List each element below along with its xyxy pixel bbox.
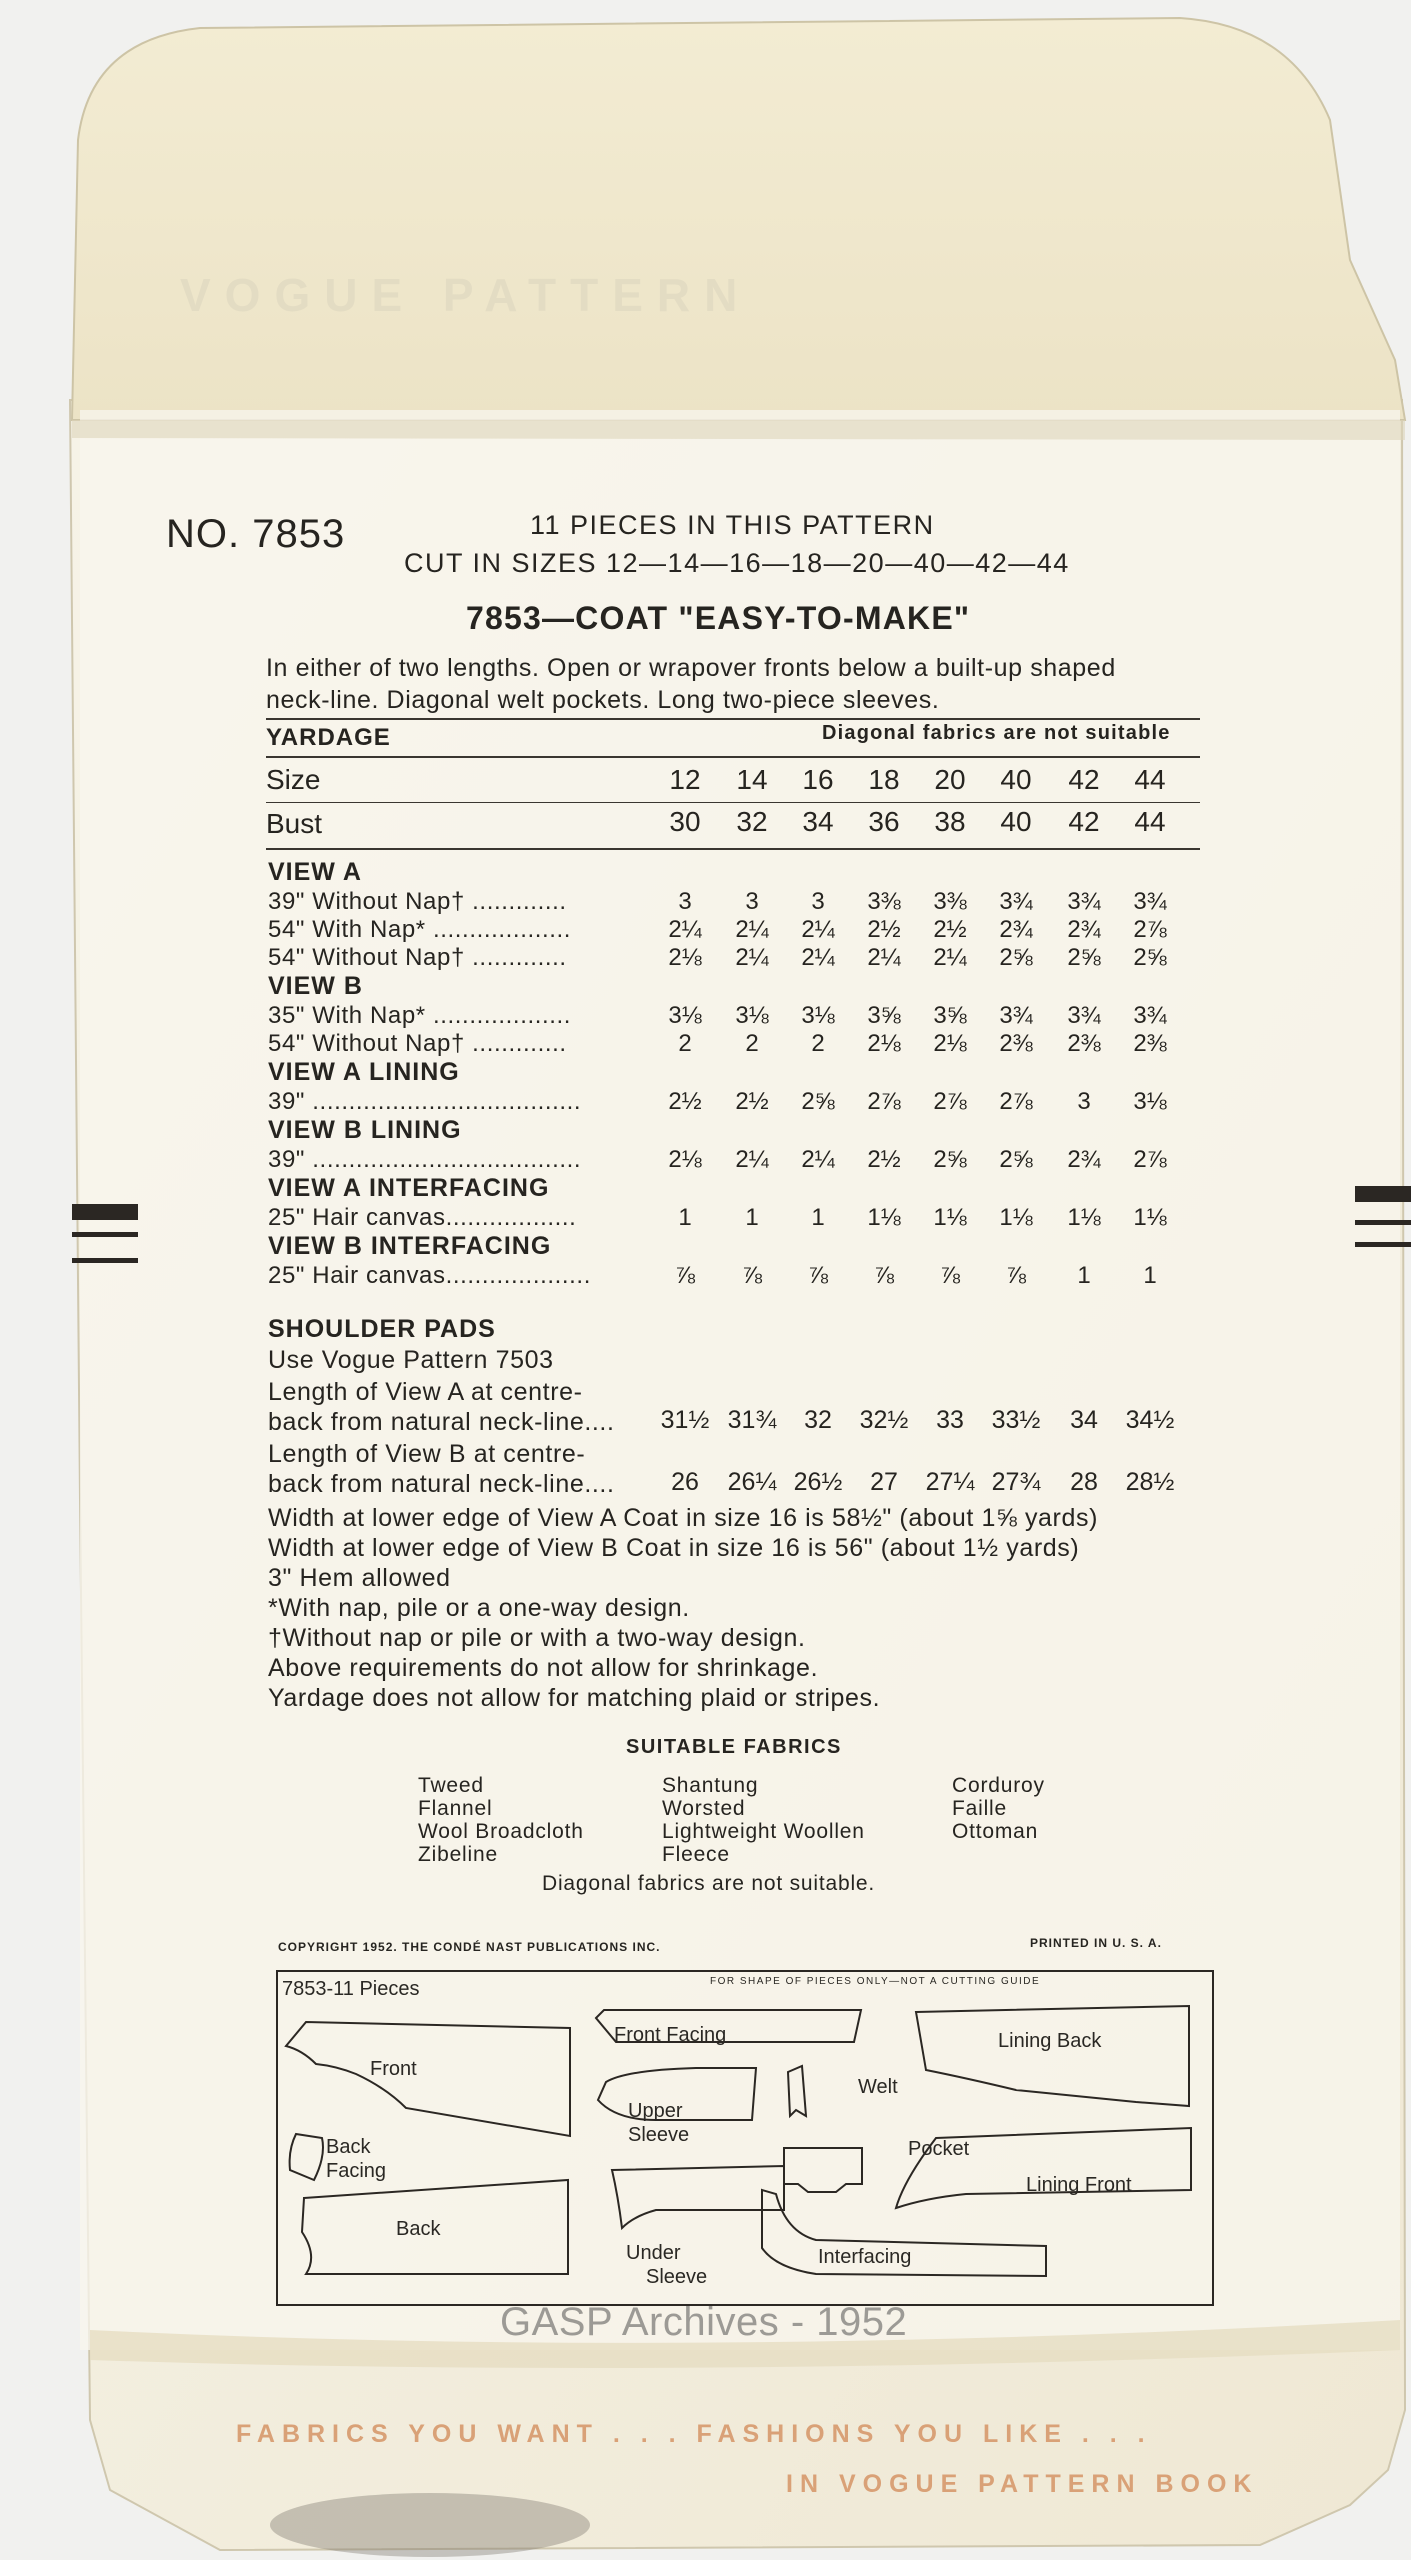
front-piece-shape	[286, 2022, 570, 2136]
bust-row-label: Bust	[266, 808, 323, 839]
note-plaid: Yardage does not allow for matching plaid or stripes.	[268, 1684, 881, 1712]
back-facing-shape	[290, 2134, 323, 2180]
table-cell: 2⅝	[933, 1146, 967, 1173]
fabrics-column-3	[952, 1774, 1045, 1843]
table-cell: 3⅜	[867, 888, 901, 915]
table-cell: 3¾	[1067, 1002, 1101, 1029]
welt-shape	[788, 2066, 806, 2116]
right-marker-line	[1355, 1242, 1411, 1247]
table-cell: ⅞	[741, 1262, 762, 1289]
table-cell: 33½	[991, 1406, 1041, 1434]
row-label: 39" .....................................	[268, 1088, 582, 1115]
note-width-a: Width at lower edge of View A Coat in size 16 is 58½" (about 1⅝ yards)	[268, 1504, 1099, 1532]
pieces-diagram-drawing	[276, 1970, 1214, 2306]
fabric-name: Wool Broadcloth	[418, 1820, 584, 1843]
row-label: 39" Without Nap† .............	[268, 888, 567, 915]
table-cell: 2¼	[867, 944, 901, 971]
size-row-label: Size	[266, 764, 321, 795]
fabric-name: Tweed	[418, 1774, 484, 1797]
pocket-label: Pocket	[908, 2138, 970, 2160]
row-label: 54" Without Nap† .............	[268, 944, 567, 971]
row-label: 25" Hair canvas....................	[268, 1262, 591, 1289]
pattern-number: NO. 7853	[166, 512, 346, 556]
right-marker-line	[1355, 1220, 1411, 1225]
table-cell: 42	[1068, 806, 1100, 837]
table-cell: 32	[804, 1406, 832, 1434]
table-cell: 2¼	[735, 916, 769, 943]
table-cell: 3⅛	[801, 1002, 835, 1029]
table-cell: 32	[736, 806, 768, 837]
shoulder-pads-heading: SHOULDER PADS	[268, 1315, 496, 1343]
table-cell: 2¾	[999, 916, 1033, 943]
table-cell: 3⅝	[933, 1002, 967, 1029]
back-facing-label: Back	[326, 2136, 371, 2158]
table-cell: 32½	[859, 1406, 909, 1434]
yardage-note: Diagonal fabrics are not suitable	[822, 722, 1171, 744]
table-cell: 2⅜	[1067, 1030, 1101, 1057]
lining-back-label: Lining Back	[998, 2030, 1102, 2052]
table-cell: 44	[1134, 806, 1166, 837]
pocket-shape	[784, 2148, 862, 2192]
table-cell: 3⅛	[1133, 1088, 1167, 1115]
under-sleeve-label: Under	[626, 2242, 681, 2264]
table-cell: 1⅛	[1133, 1204, 1167, 1231]
table-cell: ⅞	[807, 1262, 828, 1289]
table-cell: 27	[870, 1468, 898, 1496]
table-cell: 2¾	[1067, 1146, 1101, 1173]
description-line-1: In either of two lengths. Open or wrapover fronts below a built-up shaped	[266, 654, 1116, 682]
table-cell: 36	[868, 806, 900, 837]
yardage-heading: YARDAGE	[266, 724, 391, 751]
table-cell: 3⅛	[668, 1002, 702, 1029]
table-cell: 2⅝	[999, 1146, 1033, 1173]
table-cell: 3¾	[1133, 1002, 1167, 1029]
table-cell: 2½	[735, 1088, 769, 1115]
table-cell: 16	[802, 764, 834, 795]
table-cell: 2⅝	[1067, 944, 1101, 971]
table-cell: 3	[1077, 1088, 1091, 1115]
table-cell: 30	[669, 806, 701, 837]
table-cell: 2⅞	[933, 1088, 967, 1115]
table-cell: 3¾	[1067, 888, 1101, 915]
table-cell: 2⅝	[999, 944, 1033, 971]
length-a-line-2: back from natural neck-line....	[268, 1408, 615, 1436]
length-b-line-2: back from natural neck-line....	[268, 1470, 615, 1498]
note-without-nap: †Without nap or pile or with a two-way design.	[268, 1624, 806, 1652]
row-label: 35" With Nap* ...................	[268, 1002, 572, 1029]
copyright-line: COPYRIGHT 1952. THE CONDÉ NAST PUBLICATIONS INC.	[278, 1940, 661, 1954]
section-heading: VIEW B LINING	[268, 1116, 462, 1144]
note-width-b: Width at lower edge of View B Coat in size 16 is 56" (about 1½ yards)	[268, 1534, 1080, 1562]
left-marker-line	[72, 1232, 138, 1237]
fabrics-heading: SUITABLE FABRICS	[626, 1736, 842, 1758]
table-cell: 34	[1070, 1406, 1098, 1434]
under-sleeve-shape	[612, 2166, 784, 2228]
under-sleeve-label-2: Sleeve	[646, 2266, 708, 2288]
table-cell: 26½	[793, 1468, 843, 1496]
section-heading: VIEW B	[268, 972, 363, 1000]
front-facing-label: Front Facing	[614, 2024, 727, 2046]
lining-back-shape	[916, 2006, 1189, 2106]
fabric-name: Lightweight Woollen	[662, 1820, 865, 1843]
table-cell: 27¾	[991, 1468, 1041, 1496]
upper-sleeve-label: Upper	[628, 2100, 683, 2122]
table-cell: 38	[934, 806, 966, 837]
table-cell: 40	[1000, 806, 1032, 837]
table-cell: 1⅛	[867, 1204, 901, 1231]
printed-in: PRINTED IN U. S. A.	[1030, 1936, 1162, 1950]
table-cell: 34½	[1125, 1406, 1175, 1434]
table-cell: 3⅝	[867, 1002, 901, 1029]
table-cell: 2¼	[668, 916, 702, 943]
fabric-name: Flannel	[418, 1797, 493, 1820]
front-label: Front	[370, 2058, 417, 2080]
right-marker-thick	[1355, 1186, 1411, 1202]
table-cell: 2⅛	[933, 1030, 967, 1057]
table-cell: 28	[1070, 1468, 1098, 1496]
table-cell: 28½	[1125, 1468, 1175, 1496]
table-cell: 2¼	[735, 944, 769, 971]
note-with-nap: *With nap, pile or a one-way design.	[268, 1594, 690, 1622]
table-cell: 2⅞	[1133, 916, 1167, 943]
fabric-name: Faille	[952, 1797, 1007, 1820]
table-cell: 3	[811, 888, 825, 915]
table-cell: 1⅛	[1067, 1204, 1101, 1231]
table-cell: 1	[678, 1204, 692, 1231]
footer-line-2: IN VOGUE PATTERN BOOK	[786, 2470, 1259, 2498]
back-label: Back	[396, 2218, 441, 2240]
section-heading: VIEW A	[268, 858, 362, 886]
table-cell: 40	[1000, 764, 1032, 795]
envelope-flap	[72, 18, 1405, 420]
table-cell: 3¾	[1133, 888, 1167, 915]
table-cell: 1	[745, 1204, 759, 1231]
table-cell: 31¾	[727, 1406, 777, 1434]
row-label: 54" Without Nap† .............	[268, 1030, 567, 1057]
section-heading: VIEW A INTERFACING	[268, 1174, 550, 1202]
table-cell: 2⅛	[668, 1146, 702, 1173]
table-cell: ⅞	[674, 1262, 695, 1289]
table-rule	[266, 756, 1200, 758]
table-cell: 27¼	[925, 1468, 975, 1496]
fabric-name: Corduroy	[952, 1774, 1045, 1797]
row-label: 54" With Nap* ...................	[268, 916, 572, 943]
table-cell: 42	[1068, 764, 1100, 795]
table-cell: 2¼	[801, 916, 835, 943]
diagram-title: 7853-11 Pieces	[282, 1978, 420, 2000]
table-cell: 1⅛	[999, 1204, 1033, 1231]
table-cell: 34	[802, 806, 834, 837]
table-cell: 3¾	[999, 888, 1033, 915]
table-cell: 20	[934, 764, 966, 795]
fabrics-column-1	[418, 1774, 584, 1866]
table-cell: 31½	[660, 1406, 710, 1434]
table-cell: 2¼	[801, 944, 835, 971]
table-cell: 2	[745, 1030, 759, 1057]
fabric-name: Worsted	[662, 1797, 746, 1820]
fabric-name: Zibeline	[418, 1843, 498, 1866]
table-cell: 2⅛	[668, 944, 702, 971]
note-hem: 3" Hem allowed	[268, 1564, 451, 1592]
table-cell: 33	[936, 1406, 964, 1434]
upper-sleeve-label-2: Sleeve	[628, 2124, 690, 2146]
table-cell: 14	[736, 764, 768, 795]
table-cell: 2⅜	[1133, 1030, 1167, 1057]
left-marker-thick	[72, 1204, 138, 1220]
table-cell: 2	[678, 1030, 692, 1057]
table-cell: 1	[811, 1204, 825, 1231]
table-cell: 2⅝	[1133, 944, 1167, 971]
table-cell: 2½	[668, 1088, 702, 1115]
table-cell: 3	[745, 888, 759, 915]
table-cell: 2⅞	[867, 1088, 901, 1115]
table-rule	[266, 848, 1200, 850]
sizes-line: CUT IN SIZES 12—14—16—18—20—40—42—44	[404, 548, 1070, 578]
fabric-name: Shantung	[662, 1774, 759, 1797]
table-cell: 2¼	[801, 1146, 835, 1173]
description-line-2: neck-line. Diagonal welt pockets. Long two-piece sleeves.	[266, 686, 940, 714]
table-cell: 2¼	[933, 944, 967, 971]
table-cell: 2½	[867, 1146, 901, 1173]
row-label: 25" Hair canvas..................	[268, 1204, 577, 1231]
lining-front-label: Lining Front	[1026, 2174, 1132, 2196]
table-cell: 2⅞	[999, 1088, 1033, 1115]
section-heading: VIEW B INTERFACING	[268, 1232, 552, 1260]
table-cell: 2⅞	[1133, 1146, 1167, 1173]
table-cell: 2¼	[735, 1146, 769, 1173]
table-cell: 18	[868, 764, 900, 795]
table-cell: 1⅛	[933, 1204, 967, 1231]
table-rule	[266, 718, 1200, 720]
table-cell: ⅞	[1005, 1262, 1026, 1289]
left-marker-line	[72, 1258, 138, 1263]
section-heading: VIEW A LINING	[268, 1058, 460, 1086]
back-facing-label-2: Facing	[326, 2160, 387, 2182]
fabric-name: Ottoman	[952, 1820, 1039, 1843]
pieces-count: 11 PIECES IN THIS PATTERN	[530, 510, 935, 540]
welt-label: Welt	[858, 2076, 898, 2098]
table-cell: 2¾	[1067, 916, 1101, 943]
table-cell: 2½	[933, 916, 967, 943]
table-rule	[266, 802, 1200, 803]
table-cell: 3¾	[999, 1002, 1033, 1029]
table-cell: 26¼	[727, 1468, 777, 1496]
watermark: GASP Archives - 1952	[500, 2300, 908, 2344]
table-cell: 3⅛	[735, 1002, 769, 1029]
table-cell: 3	[678, 888, 692, 915]
length-b-line-1: Length of View B at centre-	[268, 1440, 586, 1468]
row-label: 39" .....................................	[268, 1146, 582, 1173]
pattern-title: 7853—COAT "EASY-TO-MAKE"	[466, 600, 971, 636]
table-cell: 2⅛	[867, 1030, 901, 1057]
length-a-line-1: Length of View A at centre-	[268, 1378, 583, 1406]
diagram-subtitle: FOR SHAPE OF PIECES ONLY—NOT A CUTTING GUIDE	[710, 1976, 1041, 1987]
table-cell: 12	[669, 764, 701, 795]
table-cell: 2⅜	[999, 1030, 1033, 1057]
fabrics-note: Diagonal fabrics are not suitable.	[542, 1872, 876, 1895]
table-cell: ⅞	[939, 1262, 960, 1289]
table-cell: 1	[1077, 1262, 1091, 1289]
table-cell: 2⅝	[801, 1088, 835, 1115]
table-cell: 26	[671, 1468, 699, 1496]
table-cell: 44	[1134, 764, 1166, 795]
fabric-name: Fleece	[662, 1843, 730, 1866]
shoulder-pads-text: Use Vogue Pattern 7503	[268, 1346, 554, 1374]
interfacing-label: Interfacing	[818, 2246, 912, 2268]
table-cell: ⅞	[873, 1262, 894, 1289]
note-shrinkage: Above requirements do not allow for shrinkage.	[268, 1654, 819, 1682]
fabrics-column-2	[662, 1774, 865, 1866]
table-cell: 2	[811, 1030, 825, 1057]
table-cell: 1	[1143, 1262, 1157, 1289]
table-cell: 2½	[867, 916, 901, 943]
flap-faded-text: VOGUE PATTERN	[180, 269, 752, 321]
table-cell: 3⅜	[933, 888, 967, 915]
footer-line-1: FABRICS YOU WANT . . . FASHIONS YOU LIKE . . .	[236, 2420, 1152, 2448]
